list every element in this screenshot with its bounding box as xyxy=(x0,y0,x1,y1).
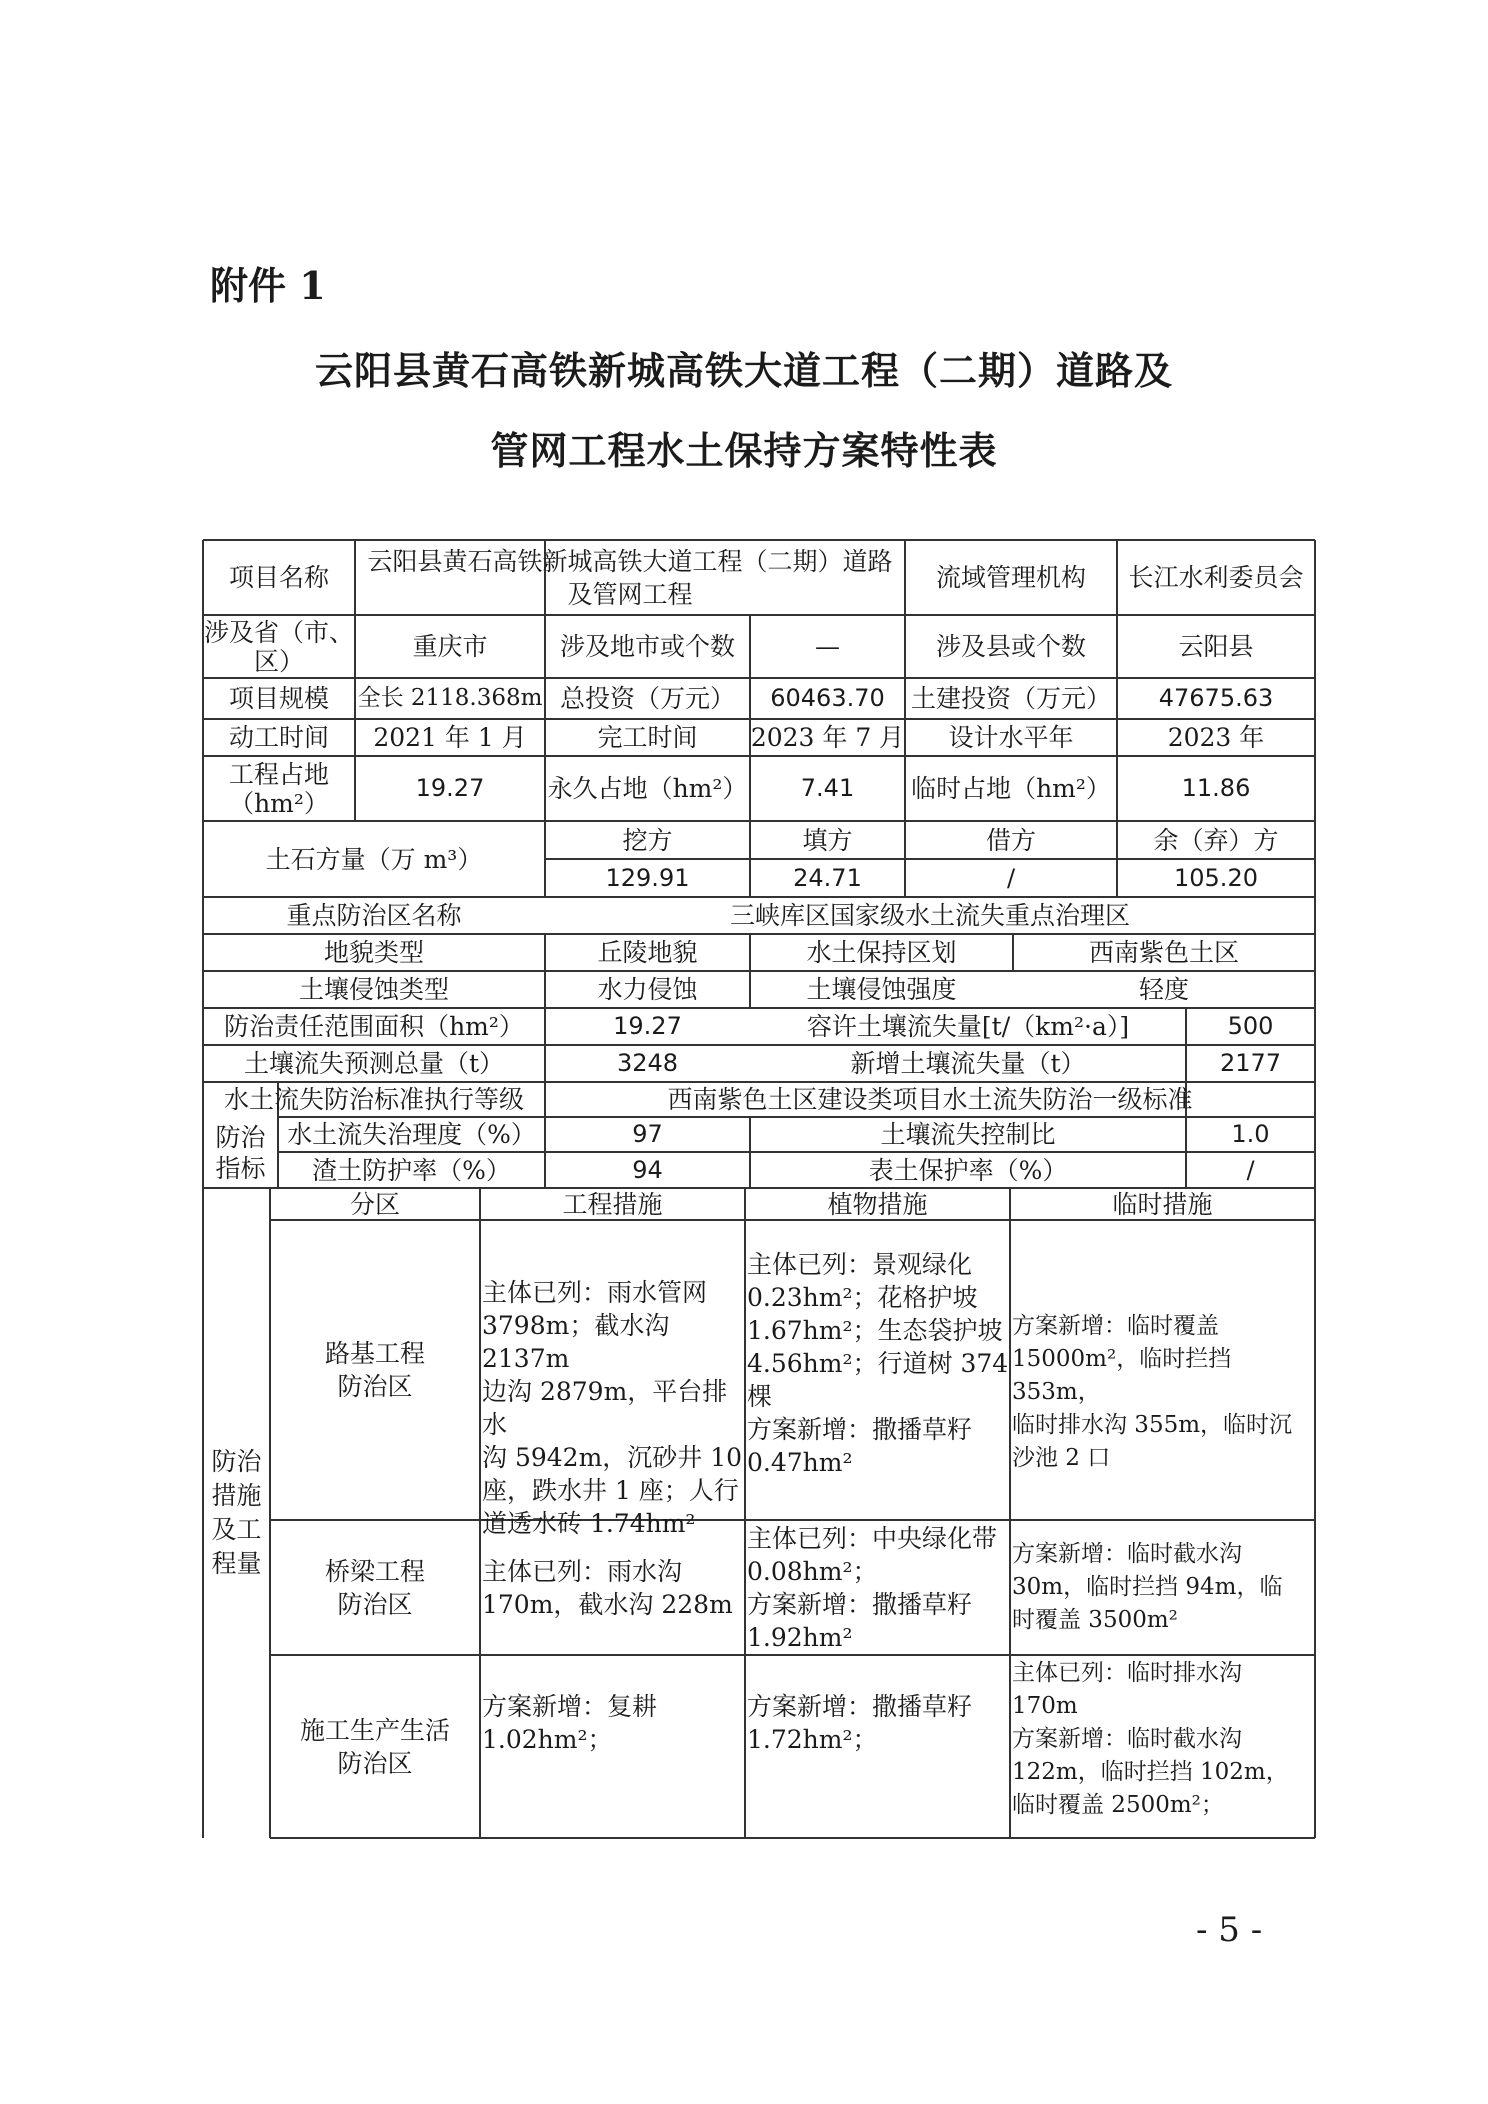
document-title-line2: 管网工程水土保持方案特性表 xyxy=(490,428,998,473)
bridge-engineering-measures: 主体已列：雨水沟 170m，截水沟 228m xyxy=(482,1557,733,1619)
end-time-label: 完工时间 xyxy=(597,723,698,752)
permanent-land-value: 7.41 xyxy=(800,774,855,802)
borrow-value: / xyxy=(1006,863,1016,892)
zone-construction-camp: 施工生产生活 防治区 xyxy=(299,1715,450,1778)
engineering-header: 工程措施 xyxy=(562,1189,663,1219)
road-temporary-measures: 方案新增：临时覆盖 15000m²，临时拦挡 353m， 临时排水沟 355m，临时沉 沙池 2 口 xyxy=(1012,1313,1293,1471)
topsoil-protection-label: 表土保护率（%） xyxy=(868,1155,1068,1185)
project-name-value: 云阳县黄石高铁新城高铁大道工程（二期）道路 及管网工程 xyxy=(367,546,893,609)
control-degree-label: 水土流失治理度（%） xyxy=(287,1120,536,1149)
document-title-line1: 云阳县黄石高铁新城高铁大道工程（二期）道路及 xyxy=(314,348,1173,393)
slag-protection-label: 渣土防护率（%） xyxy=(312,1155,511,1185)
responsibility-area-label: 防治责任范围面积（hm²） xyxy=(224,1012,524,1041)
new-loss-value: 2177 xyxy=(1219,1049,1282,1077)
allowable-loss-label: 容许土壤流失量[t/（km²·a）] xyxy=(806,1012,1130,1041)
bridge-temporary-measures: 方案新增：临时截水沟 30m，临时拦挡 94m，临 时覆盖 3500m² xyxy=(1012,1541,1283,1633)
landform-label: 地貌类型 xyxy=(323,938,424,967)
loss-control-ratio-value: 1.0 xyxy=(1231,1120,1270,1148)
basin-value: 长江水利委员会 xyxy=(1128,563,1304,592)
plant-header: 植物措施 xyxy=(827,1189,928,1219)
road-engineering-measures: 主体已列：雨水管网 3798m；截水沟 2137m 边沟 2879m，平台排水 沟 5942m，沉砂井 10 座，跌水井 1 座；人行 道透水砖 1.74hm² xyxy=(482,1278,743,1538)
earthwork-label: 土石方量（万 m³） xyxy=(265,844,483,874)
zone-header: 分区 xyxy=(349,1189,400,1219)
fill-value: 24.71 xyxy=(793,863,862,892)
cut-value: 129.91 xyxy=(605,863,690,892)
erosion-type-value: 水力侵蚀 xyxy=(597,975,698,1004)
temporary-land-label: 临时占地（hm²） xyxy=(911,774,1111,803)
camp-temporary-measures: 主体已列：临时排水沟 170m 方案新增：临时截水沟 122m，临时拦挡 102m， 临时覆盖 2500m²； xyxy=(1012,1660,1289,1818)
temporary-header: 临时措施 xyxy=(1112,1189,1213,1219)
province-label: 涉及省（市、 区） xyxy=(203,617,354,676)
allowable-loss-value: 500 xyxy=(1227,1012,1274,1040)
standard-label: 水土流失防治标准执行等级 xyxy=(223,1085,524,1114)
slag-protection-value: 94 xyxy=(632,1155,663,1184)
spoil-value: 105.20 xyxy=(1174,863,1258,892)
key-area-value: 三峡库区国家级水土流失重点治理区 xyxy=(729,901,1130,930)
scale-label: 项目规模 xyxy=(228,684,329,713)
landform-value: 丘陵地貌 xyxy=(597,938,698,967)
zoning-label: 水土保持区划 xyxy=(806,938,957,967)
civil-invest-value: 47675.63 xyxy=(1158,684,1274,712)
camp-engineering-measures: 方案新增：复耕 1.02hm²； xyxy=(482,1692,658,1754)
loss-control-ratio-label: 土壤流失控制比 xyxy=(880,1120,1056,1149)
control-degree-value: 97 xyxy=(632,1120,663,1148)
design-year-value: 2023 年 xyxy=(1167,723,1265,752)
spoil-label: 余（弃）方 xyxy=(1153,825,1279,855)
province-value: 重庆市 xyxy=(412,632,488,661)
zone-road: 路基工程 防治区 xyxy=(324,1339,425,1401)
city-value: — xyxy=(815,632,840,661)
zoning-value: 西南紫色土区 xyxy=(1088,938,1239,967)
start-time-label: 动工时间 xyxy=(228,723,329,752)
end-time-value: 2023 年 7 月 xyxy=(750,723,905,752)
borrow-label: 借方 xyxy=(985,825,1036,855)
start-time-value: 2021 年 1 月 xyxy=(373,723,527,752)
responsibility-area-value: 19.27 xyxy=(613,1012,682,1040)
city-label: 涉及地市或个数 xyxy=(559,632,735,661)
targets-group-label: 防治 指标 xyxy=(215,1122,266,1183)
temporary-land-value: 11.86 xyxy=(1181,774,1251,802)
invest-value: 60463.70 xyxy=(770,684,885,712)
scale-value: 全长 2118.368m xyxy=(357,685,543,711)
standard-value: 西南紫色土区建设类项目水土流失防治一级标准 xyxy=(667,1085,1193,1114)
cut-label: 挖方 xyxy=(622,825,673,855)
erosion-type-label: 土壤侵蚀类型 xyxy=(298,975,449,1004)
predicted-loss-label: 土壤流失预测总量（t） xyxy=(243,1049,505,1078)
civil-invest-label: 土建投资（万元） xyxy=(910,684,1111,713)
erosion-intensity-value: 轻度 xyxy=(1138,975,1189,1004)
land-label: 工程占地 （hm²） xyxy=(228,759,329,818)
topsoil-protection-value: / xyxy=(1246,1155,1255,1184)
road-plant-measures: 主体已列：景观绿化 0.23hm²；花格护坡 1.67hm²；生态袋护坡 4.56hm²；行道树 374 棵 方案新增：撒播草籽 0.47hm² xyxy=(747,1250,1009,1477)
design-year-label: 设计水平年 xyxy=(948,723,1074,752)
fill-label: 填方 xyxy=(802,825,853,855)
camp-plant-measures: 方案新增：撒播草籽 1.72hm²； xyxy=(747,1692,973,1754)
county-label: 涉及县或个数 xyxy=(935,632,1086,661)
bridge-plant-measures: 主体已列：中央绿化带 0.08hm²； 方案新增：撒播草籽 1.92hm² xyxy=(747,1524,998,1652)
invest-label: 总投资（万元） xyxy=(559,684,735,713)
key-area-label: 重点防治区名称 xyxy=(286,901,462,930)
attachment-label: 附件 1 xyxy=(210,263,326,308)
erosion-intensity-label: 土壤侵蚀强度 xyxy=(806,975,957,1004)
page-number: - 5 - xyxy=(1196,1910,1263,1950)
county-value: 云阳县 xyxy=(1178,632,1254,661)
permanent-land-label: 永久占地（hm²） xyxy=(547,774,748,803)
measures-group-label: 防治 措施 及工 程量 xyxy=(211,1447,262,1578)
land-value: 19.27 xyxy=(415,774,485,802)
new-loss-label: 新增土壤流失量（t） xyxy=(850,1049,1086,1078)
predicted-loss-value: 3248 xyxy=(616,1049,679,1077)
zone-bridge: 桥梁工程 防治区 xyxy=(324,1556,425,1619)
basin-label: 流域管理机构 xyxy=(935,563,1086,592)
project-name-label: 项目名称 xyxy=(228,563,329,592)
